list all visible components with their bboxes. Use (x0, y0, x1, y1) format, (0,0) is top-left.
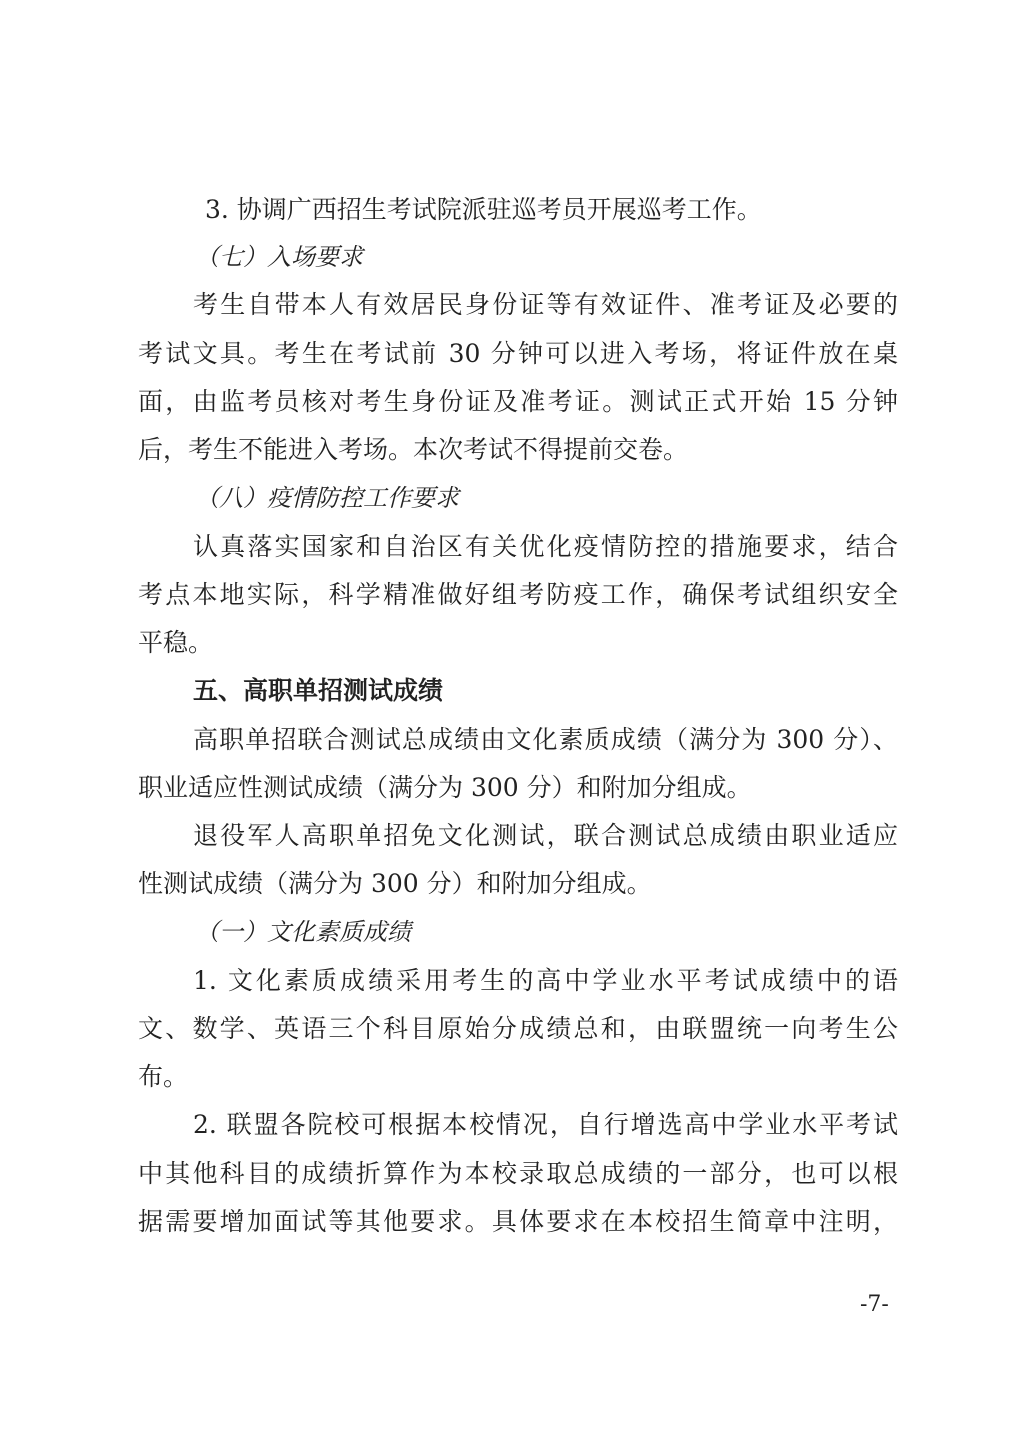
section-heading: （八）疫情防控工作要求 (195, 484, 459, 512)
section-heading: （一）文化素质成绩 (195, 918, 411, 946)
paragraph-line: 布。 (138, 1062, 189, 1091)
paragraph-line: 退役军人高职单招免文化测试，联合测试总成绩由职业适应 (193, 821, 898, 850)
page-number: -7- (860, 1292, 889, 1317)
chapter-heading: 五、高职单招测试成绩 (193, 676, 444, 705)
paragraph-line: 性测试成绩（满分为 300 分）和附加分组成。 (138, 869, 652, 898)
paragraph-line: 平稳。 (138, 628, 214, 657)
paragraph-line: 据需要增加面试等其他要求。具体要求在本校招生简章中注明， (138, 1207, 898, 1236)
paragraph-line: 职业适应性测试成绩（满分为 300 分）和附加分组成。 (138, 773, 752, 802)
paragraph-line: 后，考生不能进入考场。本次考试不得提前交卷。 (138, 435, 689, 464)
paragraph-line: 文、数学、英语三个科目原始分成绩总和，由联盟统一向考生公 (138, 1014, 898, 1043)
section-heading: （七）入场要求 (195, 243, 363, 271)
paragraph-line: 2. 联盟各院校可根据本校情况，自行增选高中学业水平考试 (193, 1110, 898, 1139)
paragraph-line: 高职单招联合测试总成绩由文化素质成绩（满分为 300 分）、 (193, 725, 898, 754)
paragraph-line: 面，由监考员核对考生身份证及准考证。测试正式开始 15 分钟 (138, 387, 898, 416)
paragraph-line: 考试文具。考生在考试前 30 分钟可以进入考场，将证件放在桌 (138, 339, 898, 368)
paragraph-line: 3. 协调广西招生考试院派驻巡考员开展巡考工作。 (205, 195, 762, 224)
paragraph-line: 考生自带本人有效居民身份证等有效证件、准考证及必要的 (193, 290, 898, 319)
paragraph-line: 中其他科目的成绩折算作为本校录取总成绩的一部分，也可以根 (138, 1159, 898, 1188)
paragraph-line: 考点本地实际，科学精准做好组考防疫工作，确保考试组织安全 (138, 580, 898, 609)
paragraph-line: 认真落实国家和自治区有关优化疫情防控的措施要求，结合 (193, 532, 898, 561)
paragraph-line: 1. 文化素质成绩采用考生的高中学业水平考试成绩中的语 (193, 966, 898, 995)
